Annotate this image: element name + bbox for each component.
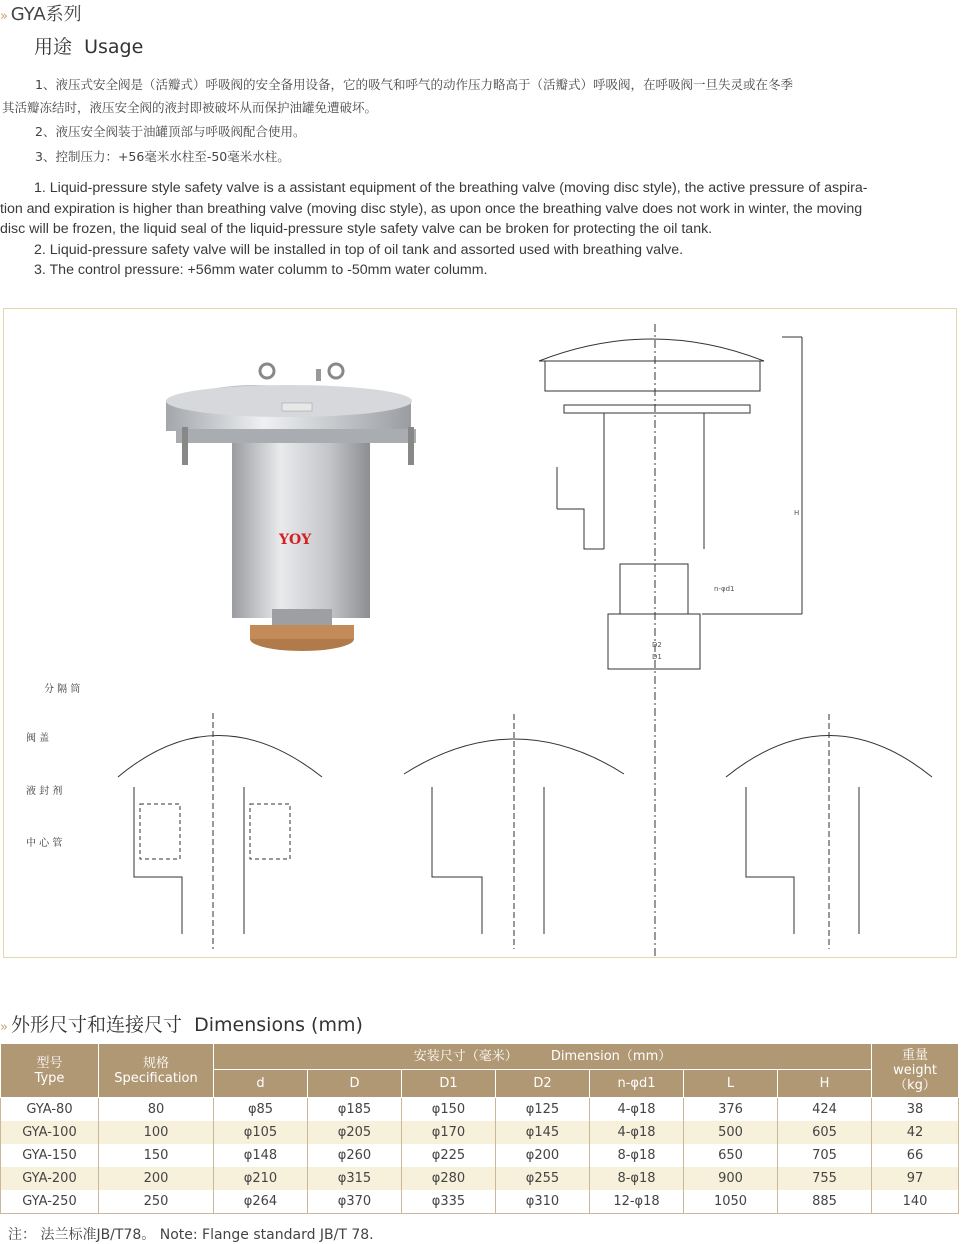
series-name: GYA系列 (10, 4, 82, 25)
cell-type: GYA-80 (1, 1098, 99, 1122)
cell-L: 650 (684, 1144, 778, 1167)
footnote: 注： 法兰标准JB/T78。 Note: Flange standard JB/T 78. (8, 1227, 374, 1243)
table-row (1, 1167, 959, 1190)
header-spec-en: Specification (114, 1070, 198, 1086)
cell-D: φ205 (308, 1121, 402, 1144)
header-weight-en: weight (893, 1063, 937, 1078)
cell-D2: φ145 (496, 1121, 590, 1144)
usage-cn-line-2: 其活瓣冻结时，液压安全阀的液封即被破坏从而保护油罐免遭破坏。 (2, 100, 378, 115)
cell-D2: φ310 (496, 1190, 590, 1214)
chevron-icon: » (0, 9, 5, 24)
table-row (1, 1190, 959, 1214)
dimensions-heading (0, 1010, 363, 1037)
dimension-mark-d1: D1 (652, 653, 662, 661)
product-photo (166, 364, 416, 651)
cell-D1: φ335 (402, 1190, 496, 1214)
cell-D2: φ200 (496, 1144, 590, 1167)
section-diagrams (118, 713, 932, 949)
cell-d: φ85 (214, 1098, 308, 1122)
cell-H: 755 (778, 1167, 872, 1190)
cell-n-d1: 8-φ18 (590, 1144, 684, 1167)
cell-n-d1: 4-φ18 (590, 1121, 684, 1144)
diagram-labels (26, 682, 80, 849)
cell-spec: 150 (99, 1144, 214, 1167)
cell-H: 885 (778, 1190, 872, 1214)
dimensions-heading-cn: 外形尺寸和连接尺寸 (11, 1014, 183, 1036)
usage-cn-line-4: 3、控制压力：+56毫米水柱至-50毫米水柱。 (35, 149, 290, 164)
cell-D: φ260 (308, 1144, 402, 1167)
header-weight (872, 1044, 959, 1098)
label-valve-cover: 阀 盖 (26, 733, 50, 744)
dimension-mark-h: H (794, 509, 800, 517)
cell-D1: φ170 (402, 1121, 496, 1144)
cell-d: φ264 (214, 1190, 308, 1214)
cell-type: GYA-150 (1, 1144, 99, 1167)
cell-weight: 97 (872, 1167, 959, 1190)
header-type-cn: 型号 (36, 1055, 63, 1071)
label-separator-tube: 分 隔 筒 (44, 684, 81, 695)
table-row (1, 1144, 959, 1167)
usage-cn-line-3: 2、液压安全阀装于油罐顶部与呼吸阀配合使用。 (35, 124, 306, 139)
cell-type: GYA-100 (1, 1121, 99, 1144)
usage-en-line-4: 2. Liquid-pressure safety valve will be installed in top of oil tank and assorted used with breathing valve. (34, 242, 684, 258)
series-title (0, 0, 82, 26)
cell-weight: 140 (872, 1190, 959, 1214)
figure-panel (3, 308, 957, 958)
cell-n-d1: 12-φ18 (590, 1190, 684, 1214)
cell-D1: φ225 (402, 1144, 496, 1167)
cell-spec: 100 (99, 1121, 214, 1144)
cell-L: 376 (684, 1098, 778, 1122)
cell-D2: φ125 (496, 1098, 590, 1122)
cell-D2: φ255 (496, 1167, 590, 1190)
subheader-d: d (214, 1070, 308, 1098)
cell-D1: φ280 (402, 1167, 496, 1190)
label-liquid-seal: 液 封 剂 (26, 786, 63, 797)
cell-type: GYA-200 (1, 1167, 99, 1190)
dimensions-table (0, 1043, 959, 1214)
header-type-en: Type (34, 1070, 65, 1086)
table-row (1, 1098, 959, 1122)
subheader-D: D (308, 1070, 402, 1098)
header-spec (99, 1044, 214, 1098)
cell-n-d1: 8-φ18 (590, 1167, 684, 1190)
cell-D: φ315 (308, 1167, 402, 1190)
technical-drawing (539, 324, 802, 957)
cell-weight: 66 (872, 1144, 959, 1167)
usage-en-line-2: tion and expiration is higher than breathing valve (moving disc style), as upon once the breathing valve does not work in winter, the moving (0, 201, 863, 217)
cell-L: 500 (684, 1121, 778, 1144)
cell-n-d1: 4-φ18 (590, 1098, 684, 1122)
cell-spec: 200 (99, 1167, 214, 1190)
header-type (1, 1044, 99, 1098)
cell-H: 605 (778, 1121, 872, 1144)
chevron-icon: » (0, 1020, 5, 1035)
header-install-dimensions: 安装尺寸（毫米） Dimension（mm） (214, 1044, 872, 1070)
cell-D: φ185 (308, 1098, 402, 1122)
usage-en-line-5: 3. The control pressure: +56mm water columm to -50mm water columm. (34, 262, 488, 278)
dimensions-heading-en: Dimensions (mm) (194, 1014, 363, 1036)
header-weight-cn: 重量 (902, 1048, 929, 1063)
figure-drawing (4, 309, 956, 957)
usage-en-line-3: disc will be frozen, the liquid seal of the liquid-pressure style safety valve can be broken for protecting the oil tank. (0, 221, 713, 237)
cell-D1: φ150 (402, 1098, 496, 1122)
usage-heading (34, 32, 143, 59)
usage-cn-line-1: 1、液压式安全阀是（活瓣式）呼吸阀的安全备用设备，它的吸气和呼气的动作压力略高于（活瓣式）呼吸阀，在呼吸阀一旦失灵或在冬季 (35, 77, 793, 92)
subheader-n-d1: n-φd1 (590, 1070, 684, 1098)
usage-en-line-1: 1. Liquid-pressure style safety valve is a assistant equipment of the breathing valve (moving disc style), the active pressure of aspira- (34, 180, 868, 196)
cell-D: φ370 (308, 1190, 402, 1214)
cell-d: φ148 (214, 1144, 308, 1167)
subheader-D1: D1 (402, 1070, 496, 1098)
usage-heading-cn: 用途 (34, 36, 73, 58)
table-row (1, 1121, 959, 1144)
cell-spec: 80 (99, 1098, 214, 1122)
label-center-tube: 中 心 管 (26, 838, 63, 849)
usage-heading-en: Usage (84, 36, 144, 58)
cell-weight: 38 (872, 1098, 959, 1122)
cell-weight: 42 (872, 1121, 959, 1144)
subheader-H: H (778, 1070, 872, 1098)
header-spec-cn: 规格 (142, 1055, 169, 1071)
cell-L: 900 (684, 1167, 778, 1190)
cell-d: φ105 (214, 1121, 308, 1144)
cell-L: 1050 (684, 1190, 778, 1214)
cell-H: 424 (778, 1098, 872, 1122)
cell-type: GYA-250 (1, 1190, 99, 1214)
cell-H: 705 (778, 1144, 872, 1167)
subheader-L: L (684, 1070, 778, 1098)
brand-label: YOY (279, 532, 312, 548)
cell-d: φ210 (214, 1167, 308, 1190)
dimension-mark-n: n-φd1 (714, 585, 735, 593)
cell-spec: 250 (99, 1190, 214, 1214)
dimension-mark-d2: D2 (652, 641, 662, 649)
header-weight-unit: （kg） (894, 1078, 936, 1093)
subheader-D2: D2 (496, 1070, 590, 1098)
